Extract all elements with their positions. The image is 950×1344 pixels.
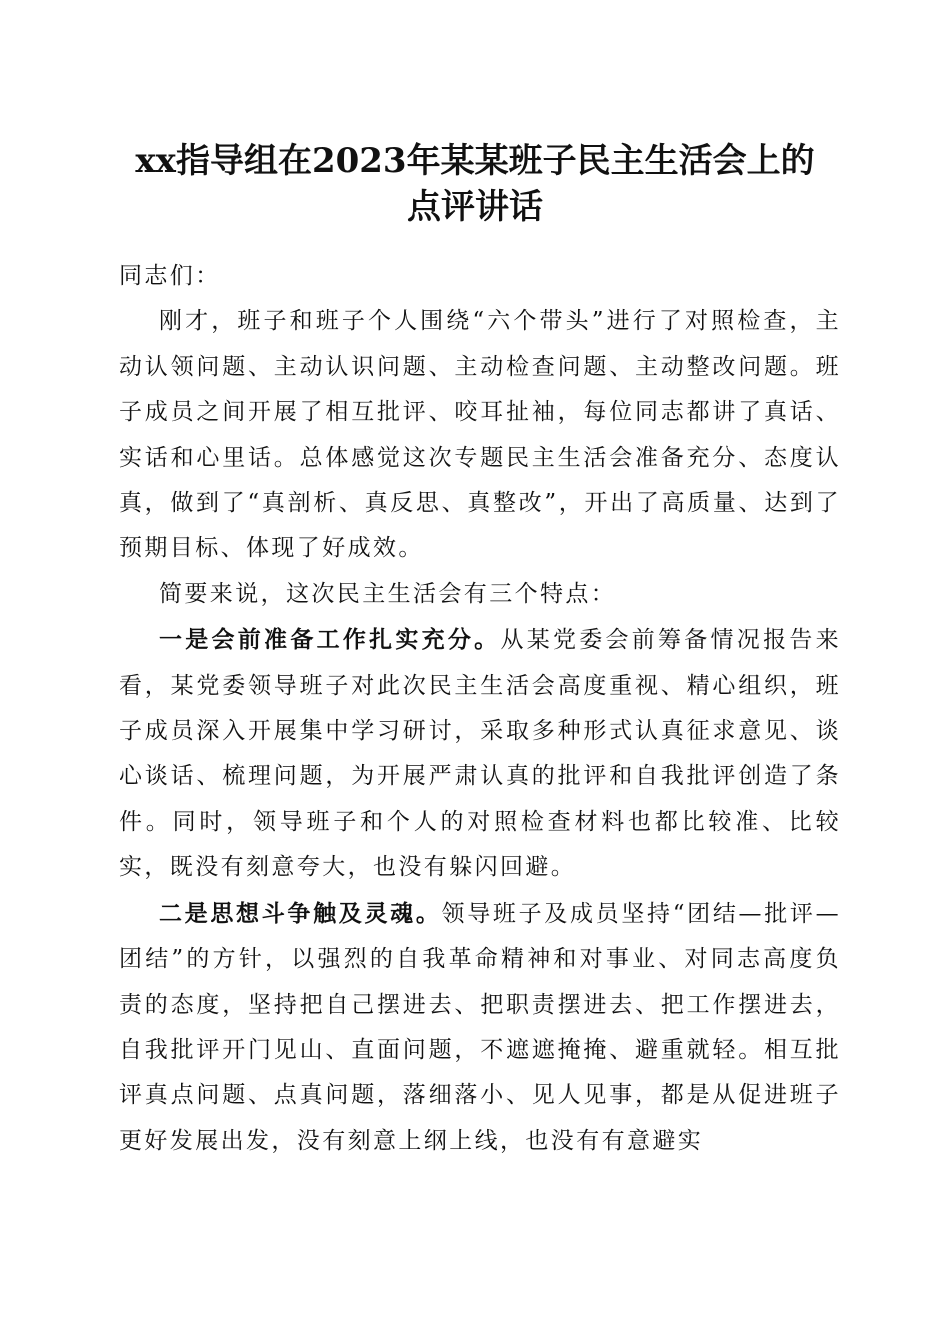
- document-title-line-1: xx指导组在2023年某某班子民主生活会上的: [135, 141, 815, 181]
- paragraph-4-lead: 二是思想斗争触及灵魂。: [159, 899, 442, 927]
- paragraph-1-text: 刚才，班子和班子个人围绕“六个带头”进行了对照检查，主动认领问题、主动认识问题、主动检查问题、主动整改问题。班子成员之间开展了相互批评、咬耳扯袖，每位同志都讲了真话、实话和心里话。总体感觉这次专题民主生活会准备充分、态度认真，做到了“真剖析、真反思、真整改”，开出了高质量、达到了预期目标、体现了好成效。: [119, 308, 841, 562]
- paragraph-2: [119, 572, 841, 617]
- document-body: [119, 254, 841, 1164]
- paragraph-4-text: 领导班子及成员坚持“团结—批评—团结”的方针，以强烈的自我革命精神和对事业、对同志高度负责的态度，坚持把自己摆进去、把职责摆进去、把工作摆进去，自我批评开门见山、直面问题，不遮遮掩掩、避重就轻。相互批评真点问题、点真问题，落细落小、见人见事，都是从促进班子更好发展出发，没有刻意上纲上线，也没有有意避实: [119, 900, 841, 1154]
- paragraph-2-text: 简要来说，这次民主生活会有三个特点：: [159, 580, 617, 607]
- paragraph-1: [119, 299, 841, 571]
- paragraph-3-lead: 一是会前准备工作扎实充分。: [159, 626, 501, 654]
- paragraph-3-text: 从某党委会前筹备情况报告来看，某党委领导班子对此次民主生活会高度重视、精心组织，班子成员深入开展集中学习研讨，采取多种形式认真征求意见、谈心谈话、梳理问题，为开展严肃认真的批评和自我批评创造了条件。同时，领导班子和个人的对照检查材料也都比较准、比较实，既没有刻意夸大，也没有躲闪回避。: [119, 627, 842, 881]
- document-title-line-2: 点评讲话: [407, 187, 543, 227]
- salutation: 同志们：: [119, 263, 221, 289]
- paragraph-3: [119, 617, 841, 890]
- paragraph-4: [119, 891, 841, 1164]
